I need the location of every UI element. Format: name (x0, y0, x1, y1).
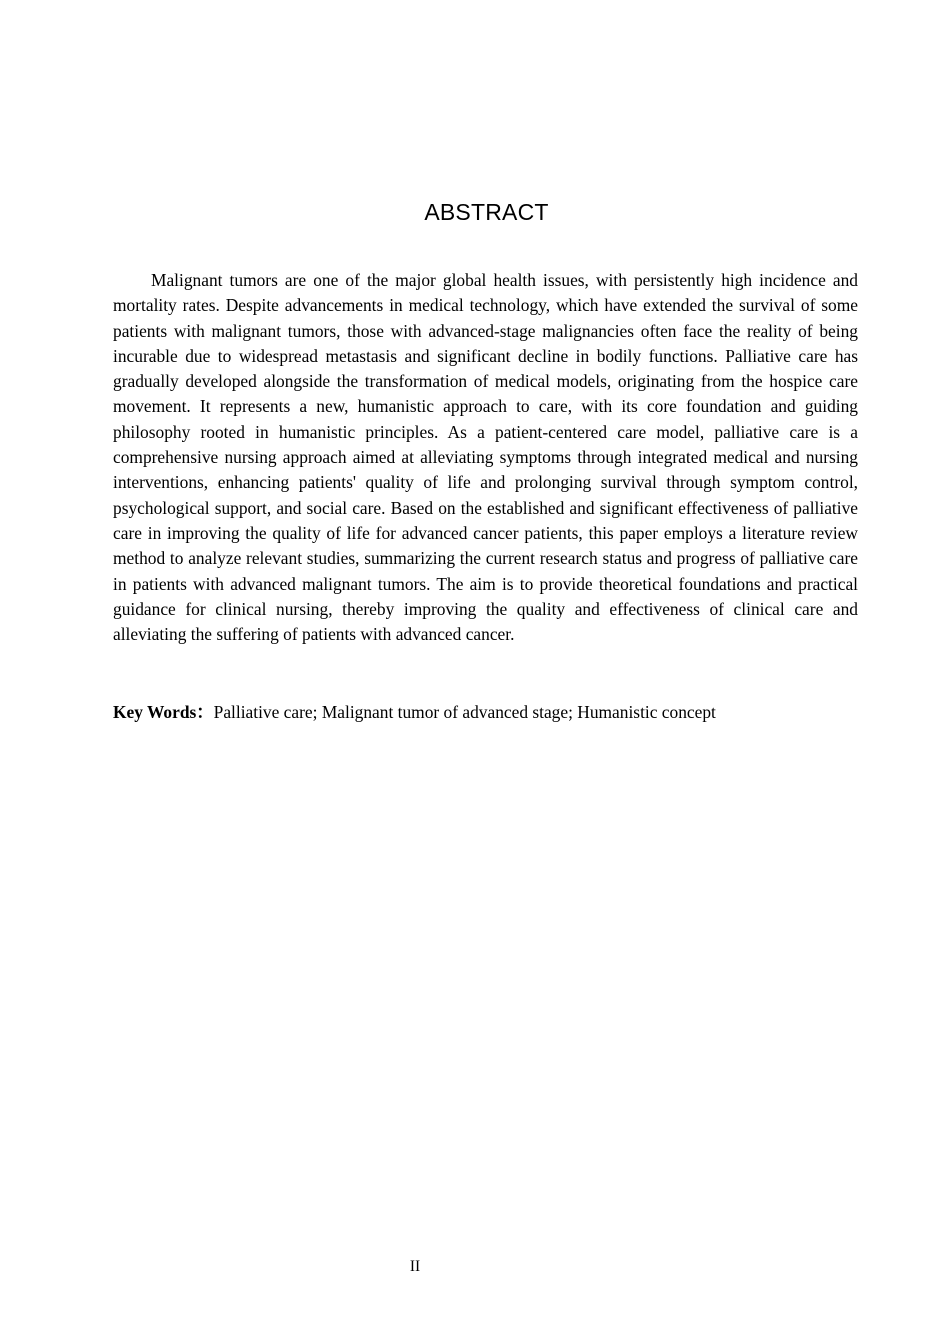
abstract-body: Malignant tumors are one of the major global health issues, with persistently high incidence and mortality rates. Despite advancements in medical technology, which have extended the survival of some patients with malignant tumors, those with advanced-stage malignancies often face the reality of being incurable due to widespread metastasis and significant decline in bodily functions. Palliative care has gradually developed alongside the transformation of medical models, originating from the hospice care movement. It represents a new, humanistic approach to care, with its core foundation and guiding philosophy rooted in humanistic principles. As a patient-centered care model, palliative care is a comprehensive nursing approach aimed at alleviating symptoms through integrated medical and nursing interventions, enhancing patients' quality of life and prolonging survival through symptom control, psychological support, and social care. Based on the established and significant effectiveness of palliative care in improving the quality of life for advanced cancer patients, this paper employs a literature review method to analyze relevant studies, summarizing the current research status and progress of palliative care in patients with advanced malignant tumors. The aim is to provide theoretical foundations and practical guidance for clinical nursing, thereby improving the quality and effectiveness of clinical care and alleviating the suffering of patients with advanced cancer. (113, 270, 858, 645)
keywords-text: Palliative care; Malignant tumor of advanced stage; Humanistic concept (213, 702, 716, 722)
abstract-title: ABSTRACT (424, 199, 549, 225)
page-number: II (409, 1258, 421, 1275)
keywords-label: Key Words： (113, 702, 214, 722)
keywords-line (113, 700, 858, 725)
